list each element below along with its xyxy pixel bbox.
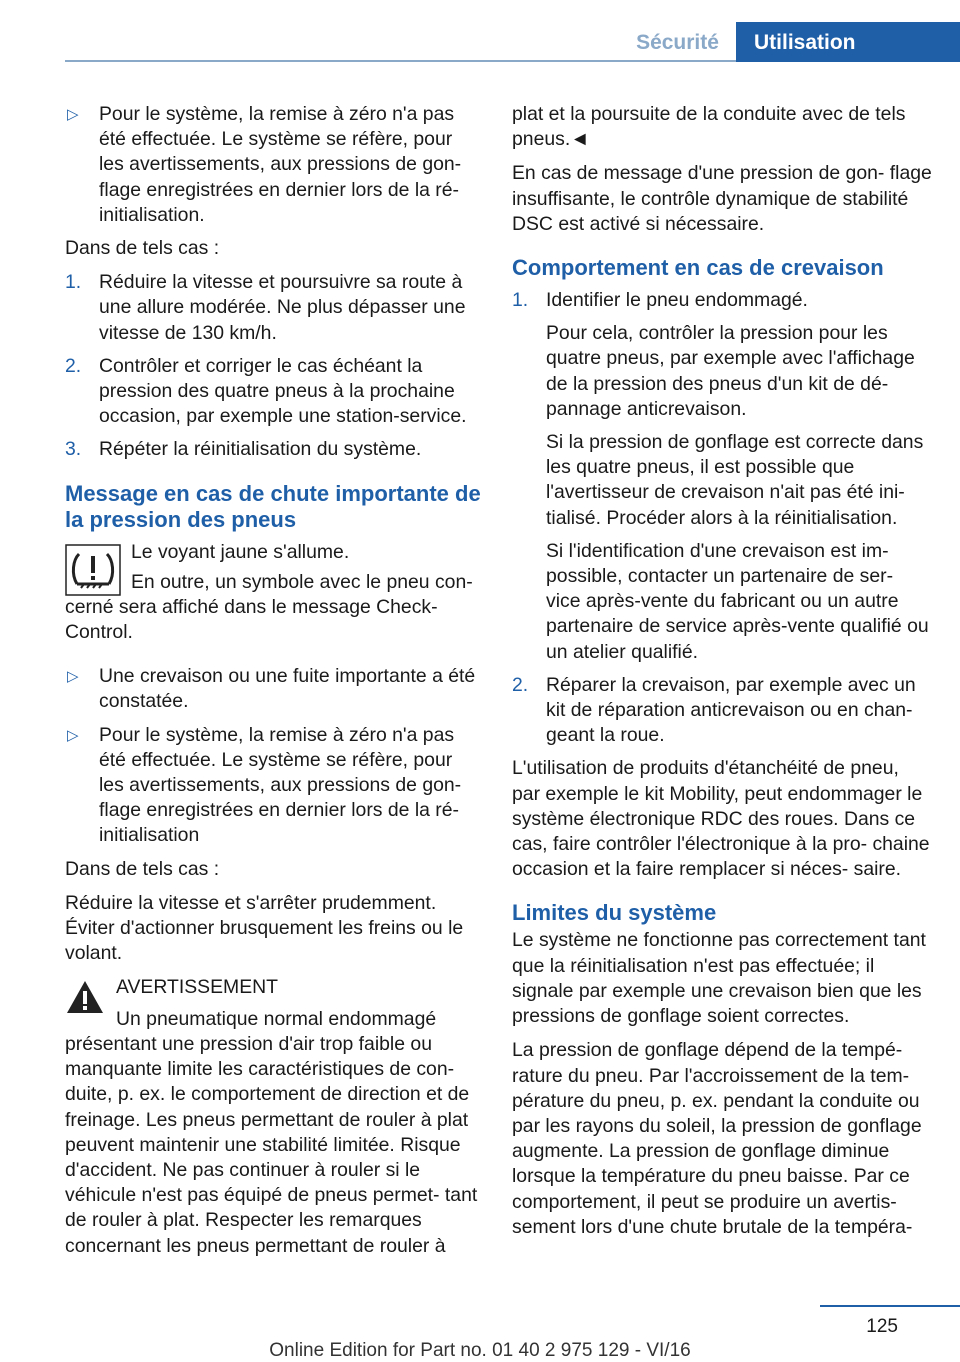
number-marker: 2.	[512, 673, 529, 696]
numbered-item	[512, 288, 932, 665]
paragraph: Le voyant jaune s'allume.	[131, 540, 350, 563]
warning-title: AVERTISSEMENT	[116, 976, 278, 999]
paragraph: En outre, un symbole avec le pneu con‐ cerné sera affiché dans le message Check-Control.	[65, 570, 473, 644]
section-heading: Comportement en cas de crevaison	[512, 255, 884, 281]
list-item-text: Une crevaison ou une fuite importante a été constatée.	[99, 665, 476, 713]
bullet-triangle-icon: ▷	[67, 106, 79, 123]
paragraph: La pression de gonflage dépend de la tempé‐ rature du pneu. Par l'accroissement de la tem‐ pérature du pneu, p. ex. pendant la conduite ou par les rayons du soleil, la pression de gonflage augmente. La pression de gonflage diminue lorsque la température du pneu baisse. Par ce comportement, il peut se produire un avertis‐ sement lors d'une chute brutale de la tempéra‐	[512, 1039, 922, 1238]
numbered-item	[512, 673, 932, 749]
indicator-block	[65, 540, 481, 592]
numbered-item	[65, 437, 481, 462]
list-item	[65, 723, 481, 849]
numbered-item-text: Contrôler et corriger le cas échéant la pression des quatre pneus à la prochaine occasion, par exemple une station-service.	[99, 354, 467, 428]
paragraph: Réduire la vitesse et s'arrêter prudemment. Éviter d'actionner brusquement les freins ou le volant.	[65, 891, 464, 965]
paragraph: Pour cela, contrôler la pression pour les quatre pneus, par exemple avec l'affichage de la pression des pneus d'un kit de dé‐ pannage anticrevaison.	[546, 322, 915, 420]
page-number: 125	[866, 1316, 898, 1337]
bullet-triangle-icon: ▷	[67, 668, 79, 686]
number-marker: 2.	[65, 354, 82, 377]
numbered-item-text: Répéter la réinitialisation du système.	[99, 438, 422, 461]
left-column	[65, 102, 481, 1265]
paragraph: plat et la poursuite de la conduite avec de tels pneus.◄	[512, 103, 906, 151]
list-item-text: Pour le système, la remise à zéro n'a pas été effectuée. Le système se réfère, pour les avertissements, aux pressions de gon‐ flage enregistrées en dernier lors de la ré‐ initialisation.	[99, 103, 462, 226]
warning-triangle-icon	[65, 979, 105, 1022]
paragraph: Si la pression de gonflage est correcte dans les quatre pneus, il est possible que l'avertisseur de crevaison n'ait pas été ini‐ tialisé. Procéder alors à la réinitialisation.	[546, 431, 924, 529]
paragraph: Si l'identification d'une crevaison est im‐ possible, contacter un partenaire de ser‐ vice après-vente du fabricant ou un autre partenaire de service après-vente qualifié ou un atelier qualifié.	[546, 539, 929, 663]
footer-rule	[820, 1305, 960, 1307]
warning-text: Un pneumatique normal endommagé présentant une pression d'air trop faible ou manquante limite les caractéristiques de con‐ duite, p. ex. le comportement de direction et de freinage. Les pneus permettant de rouler à plat peuvent maintenir une stabilité limitée. Risque d'accident. Ne pas continuer à rouler si le véhicule n'est pas équipé de pneus permet‐ tant de rouler à plat. Respecter les remarques concernant les pneus permettant de rouler à	[65, 1007, 478, 1257]
section-heading: Message en cas de chute importante de la pression des pneus	[65, 480, 481, 532]
number-marker: 1.	[65, 271, 82, 294]
paragraph: Le système ne fonctionne pas correctement tant que la réinitialisation n'est pas effectuée; il signale par exemple une crevaison bien que les pressions de gonflage soient correctes.	[512, 929, 926, 1028]
paragraph: Dans de tels cas :	[65, 857, 220, 880]
tire-pressure-warning-icon	[65, 544, 121, 603]
warning-block	[65, 975, 481, 1258]
number-marker: 1.	[512, 289, 529, 312]
list-item	[65, 102, 481, 228]
numbered-item	[65, 354, 481, 430]
paragraph: En cas de message d'une pression de gon‐ flage insuffisante, le contrôle dynamique de stabilité DSC est activé si nécessaire.	[512, 162, 932, 235]
tab-utilisation[interactable]: Utilisation	[736, 22, 960, 62]
numbered-item-text: Réduire la vitesse et poursuivre sa route à une allure modérée. Ne plus dépasser une vitesse de 130 km/h.	[99, 271, 466, 344]
numbered-item-text: Identifier le pneu endommagé.	[546, 289, 808, 312]
tab-securite[interactable]: Sécurité	[636, 31, 719, 54]
list-item-text: Pour le système, la remise à zéro n'a pas été effectuée. Le système se réfère, pour les avertissements, aux pressions de gon‐ flage enregistrées en dernier lors de la ré‐ initialisation	[99, 723, 462, 847]
bullet-triangle-icon: ▷	[67, 726, 79, 744]
paragraph: Dans de tels cas :	[65, 237, 220, 260]
numbered-item-text: Réparer la crevaison, par exemple avec un kit de réparation anticrevaison ou en chan‐ geant la roue.	[546, 673, 916, 747]
numbered-item	[65, 270, 481, 346]
right-column	[512, 102, 932, 1249]
edition-footer: Online Edition for Part no. 01 40 2 975 129 - VI/16	[269, 1340, 691, 1361]
number-marker: 3.	[65, 438, 82, 461]
paragraph: L'utilisation de produits d'étanchéité de pneu, par exemple le kit Mobility, peut endommager le système électronique RDC des roues. Dans ce cas, faire contrôler l'électronique à la pro‐ chaine occasion et la faire remplacer si néces‐ saire.	[512, 757, 930, 881]
list-item	[65, 664, 481, 714]
section-heading: Limites du système	[512, 900, 717, 926]
